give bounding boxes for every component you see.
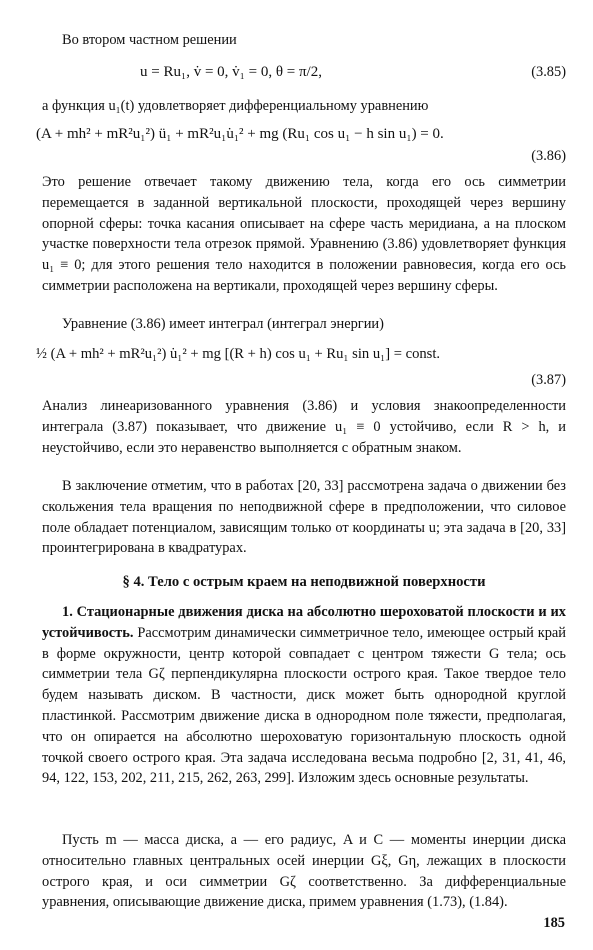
paragraph-disk	[42, 602, 566, 789]
section-heading: § 4. Тело с острым краем на неподвижной поверхности	[122, 574, 486, 590]
subsection-title: 1. Стационарные движения диска на абсолютно шероховатой плоскости и их устойчивость.	[42, 604, 566, 641]
paragraph-intro: Во втором частном решении	[62, 32, 237, 48]
paragraph-notation: Пусть m — масса диска, a — его радиус, A и C — моменты инерции диска относительно главных центральных осей инерции Gξ, Gη, лежащих в плоскости острого края, и оси симметрии Gζ соответственно. За дифференциальные уравнения, описывающие движение диска, примем уравнения (1.73), (1.84).	[42, 832, 566, 911]
paragraph-solution: Это решение отвечает такому движению тела, когда его ось симметрии перемещается в заданной вертикальной плоскости, проходящей через вершину опорной сферы: точка касания описывает на сфере часть меридиана, а на плоском участке поверхности тела отрезок прямой. Уравнению (3.86) удовлетворяет функция u₁ ≡ 0; для этого решения тело находится в положении равновесия, когда его ось симметрии расположена на вертикали, проходящей через вершину сферы.	[42, 174, 566, 294]
equation-3-86: (A + mh² + mR²u₁²) ü₁ + mR²u₁u̇₁² + mg (Ru₁ cos u₁ − h sin u₁) = 0.	[36, 126, 444, 142]
paragraph-integral-intro: Уравнение (3.86) имеет интеграл (интеграл энергии)	[62, 316, 384, 332]
page-number: 185	[543, 915, 565, 931]
equation-number-3-86: (3.86)	[531, 148, 566, 164]
equation-3-87: ½ (A + mh² + mR²u₁²) u̇₁² + mg [(R + h) cos u₁ + Ru₁ sin u₁] = const.	[36, 346, 441, 362]
paragraph-disk-text: Рассмотрим динамически симметричное тело, имеющее острый край в форме окружности, центр которой совпадает с центром тяжести G тела; ось симметрии тела Gζ перпендикулярна плоскости острого края. Такое твердое тело будем называть диском. В частности, диск может быть однородной круглой пластинкой. Рассмотрим движение диска в однородном поле тяжести, предполагая, что он опирается на абсолютно шероховатую горизонтальную плоскость одной точкой своего острого края. Эта задача исследована весьма подробно [2, 31, 41, 46, 94, 122, 153, 202, 211, 215, 262, 263, 299]. Изложим здесь основные результаты.	[42, 624, 566, 787]
paragraph-function: а функция u₁(t) удовлетворяет дифференциальному уравнению	[42, 98, 429, 114]
equation-3-85: u = Ru₁, v̇ = 0, v̇₁ = 0, θ = π/2,	[140, 64, 322, 80]
equation-number-3-87: (3.87)	[531, 372, 566, 388]
paragraph-conclusion: В заключение отметим, что в работах [20, 33] рассмотрена задача о движении без скольжения тела вращения по неподвижной сфере в предположении, что силовое поле обладает потенциалом, зависящим только от координаты u; эта задача в [20, 33] проинтегрирована в квадратурах.	[42, 478, 566, 557]
paragraph-analysis: Анализ линеаризованного уравнения (3.86) и условия знакоопределенности интеграла (3.87) показывает, что движение u₁ ≡ 0 устойчиво, если R > h, и неустойчиво, если это неравенство выполняется с обратным знаком.	[42, 398, 566, 456]
equation-number-3-85: (3.85)	[531, 64, 566, 80]
